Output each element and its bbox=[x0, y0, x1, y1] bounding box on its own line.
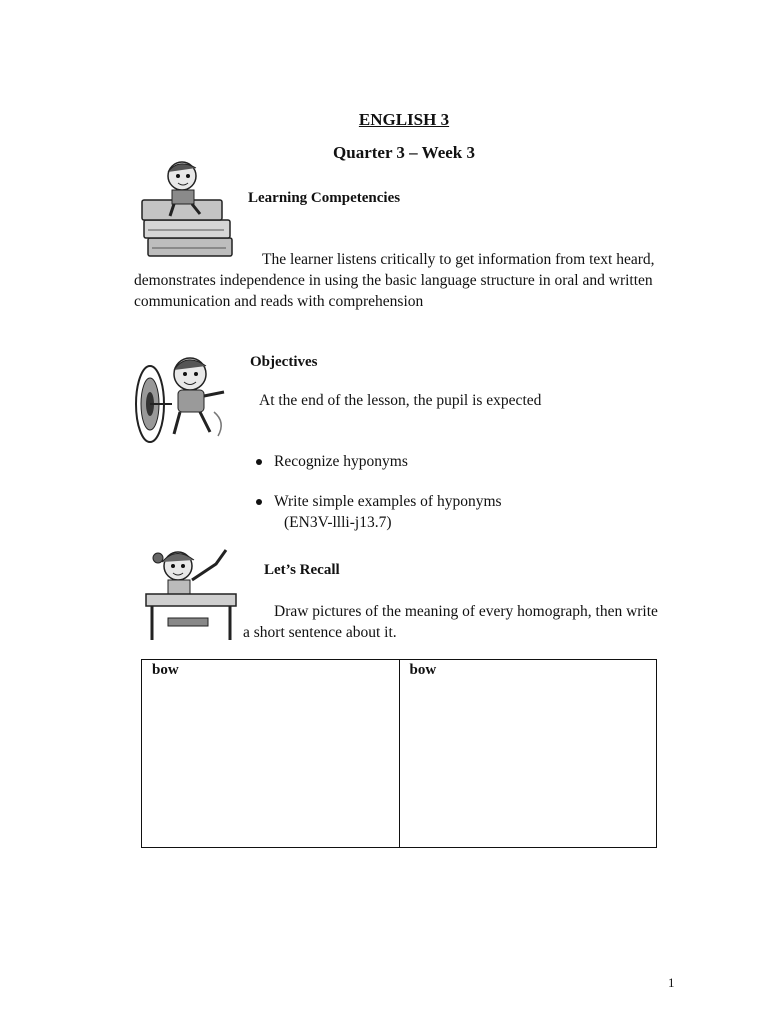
homograph-cell[interactable] bbox=[399, 660, 657, 848]
objectives-list bbox=[250, 451, 502, 533]
lets-recall-instruction: Draw pictures of the meaning of every homograph, then write a short sentence about it. bbox=[243, 603, 658, 641]
list-item: Write simple examples of hyponyms (EN3V-llli-j13.7) bbox=[250, 491, 502, 533]
homograph-table bbox=[141, 659, 657, 848]
page-number: 1 bbox=[668, 975, 675, 990]
page-title: ENGLISH 3 bbox=[358, 110, 450, 129]
competency-code: (EN3V-llli-j13.7) bbox=[284, 514, 392, 531]
objectives-heading: Objectives bbox=[250, 354, 318, 370]
homograph-cell[interactable] bbox=[142, 660, 400, 848]
learning-competencies-heading: Learning Competencies bbox=[248, 190, 401, 206]
page-subtitle: Quarter 3 – Week 3 bbox=[333, 143, 475, 162]
boy-on-books-icon bbox=[134, 158, 238, 262]
list-item: Recognize hyponyms bbox=[250, 451, 502, 472]
girl-at-desk-icon bbox=[144, 544, 240, 642]
lets-recall-heading: Let’s Recall bbox=[264, 562, 340, 578]
homograph-word: bow bbox=[409, 662, 437, 678]
learning-competencies-text: The learner listens critically to get information from text heard, demonstrates independence in using the basic language structure in oral and written communication and reads with comprehension bbox=[134, 251, 655, 310]
objectives-intro: At the end of the lesson, the pupil is expected bbox=[259, 392, 542, 409]
homograph-word: bow bbox=[152, 662, 179, 678]
boy-with-target-icon bbox=[130, 352, 236, 448]
